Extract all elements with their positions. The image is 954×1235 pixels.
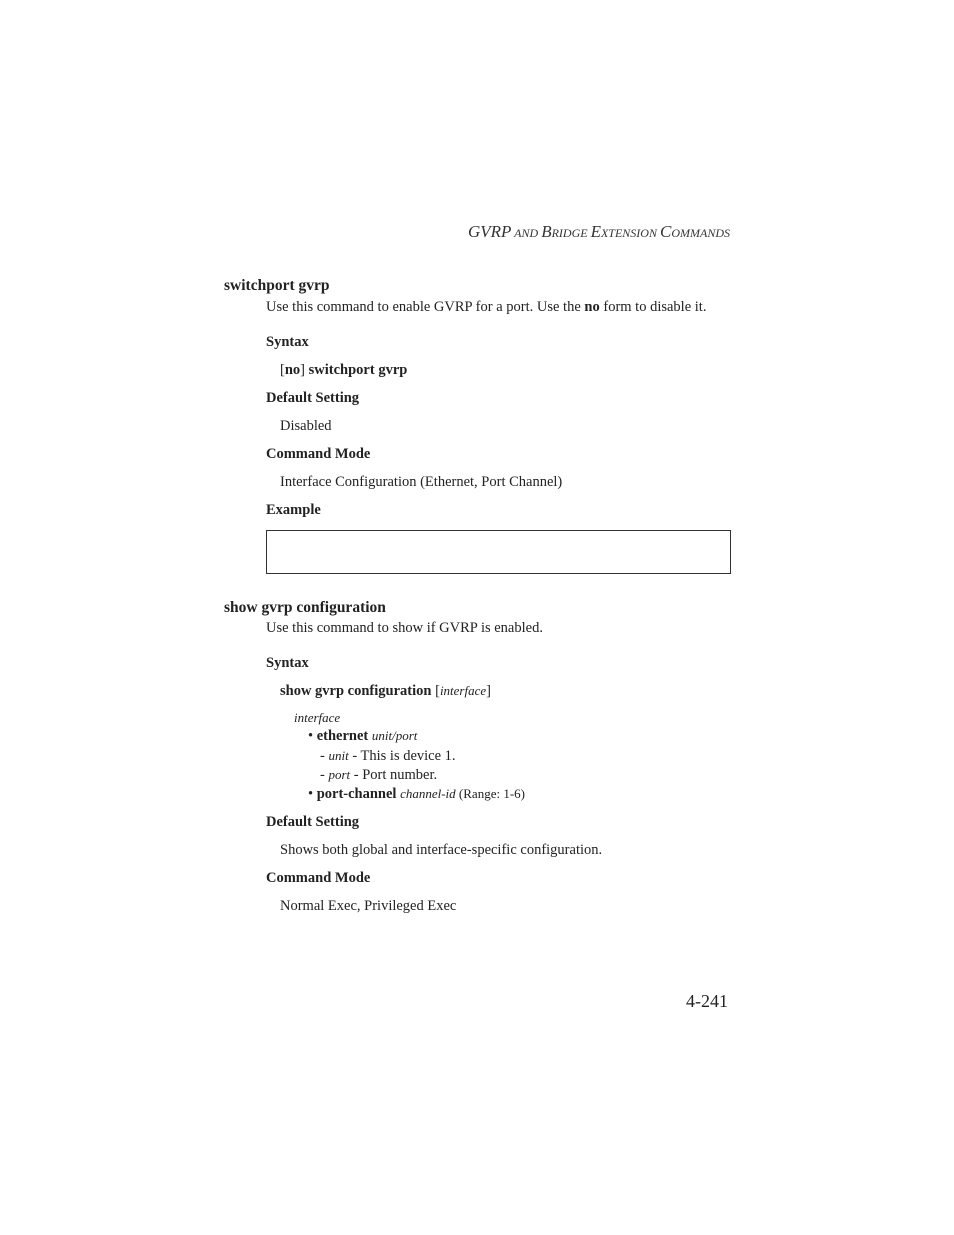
example-code-box (266, 530, 731, 574)
running-header-part: AND (511, 226, 542, 240)
bullet: • (308, 728, 314, 744)
show-config-syntax-line: show gvrp configuration [interface] (280, 683, 491, 699)
switchport-mode-value: Interface Configuration (Ethernet, Port Channel) (280, 474, 563, 490)
bullet: • (308, 786, 314, 802)
running-header (468, 222, 730, 242)
switchport-syntax-line: [no] switchport gvrp (280, 362, 408, 378)
param-port-channel-item: • port-channel channel-id (Range: 1-6) (308, 786, 525, 802)
param-unit-item: - unit - This is device 1. (320, 748, 456, 764)
show-gvrp-configuration-title: show gvrp configuration (224, 599, 386, 616)
switchport-syntax-heading: Syntax (266, 334, 309, 350)
show-config-syntax-heading: Syntax (266, 655, 309, 671)
running-header-part: XTENSION (600, 226, 660, 240)
show-config-mode-heading: Command Mode (266, 870, 371, 886)
running-header-part: B (541, 222, 552, 241)
param-ethernet-item: • ethernet unit/port (308, 728, 418, 744)
page-number: 4-241 (686, 991, 728, 1011)
running-header-part: RIDGE (551, 226, 591, 240)
show-config-default-heading: Default Setting (266, 814, 360, 830)
running-header-part: E (590, 222, 601, 241)
running-header-part: GVRP (467, 222, 512, 241)
switchport-mode-heading: Command Mode (266, 446, 371, 462)
switchport-gvrp-description: Use this command to enable GVRP for a port. Use the no form to disable it. (266, 299, 707, 315)
switchport-gvrp-title: switchport gvrp (224, 277, 330, 294)
running-header-part: C (659, 222, 672, 241)
param-port-item: - port - Port number. (320, 767, 438, 783)
show-config-description: Use this command to show if GVRP is enabled. (266, 620, 543, 636)
switchport-default-value: Disabled (280, 418, 332, 434)
running-header-part: OMMANDS (671, 226, 730, 240)
param-interface-label: interface (294, 710, 341, 725)
switchport-example-heading: Example (266, 502, 321, 518)
show-config-mode-value: Normal Exec, Privileged Exec (280, 898, 457, 914)
show-config-default-value: Shows both global and interface-specific configuration. (280, 842, 603, 858)
switchport-default-heading: Default Setting (266, 390, 360, 406)
